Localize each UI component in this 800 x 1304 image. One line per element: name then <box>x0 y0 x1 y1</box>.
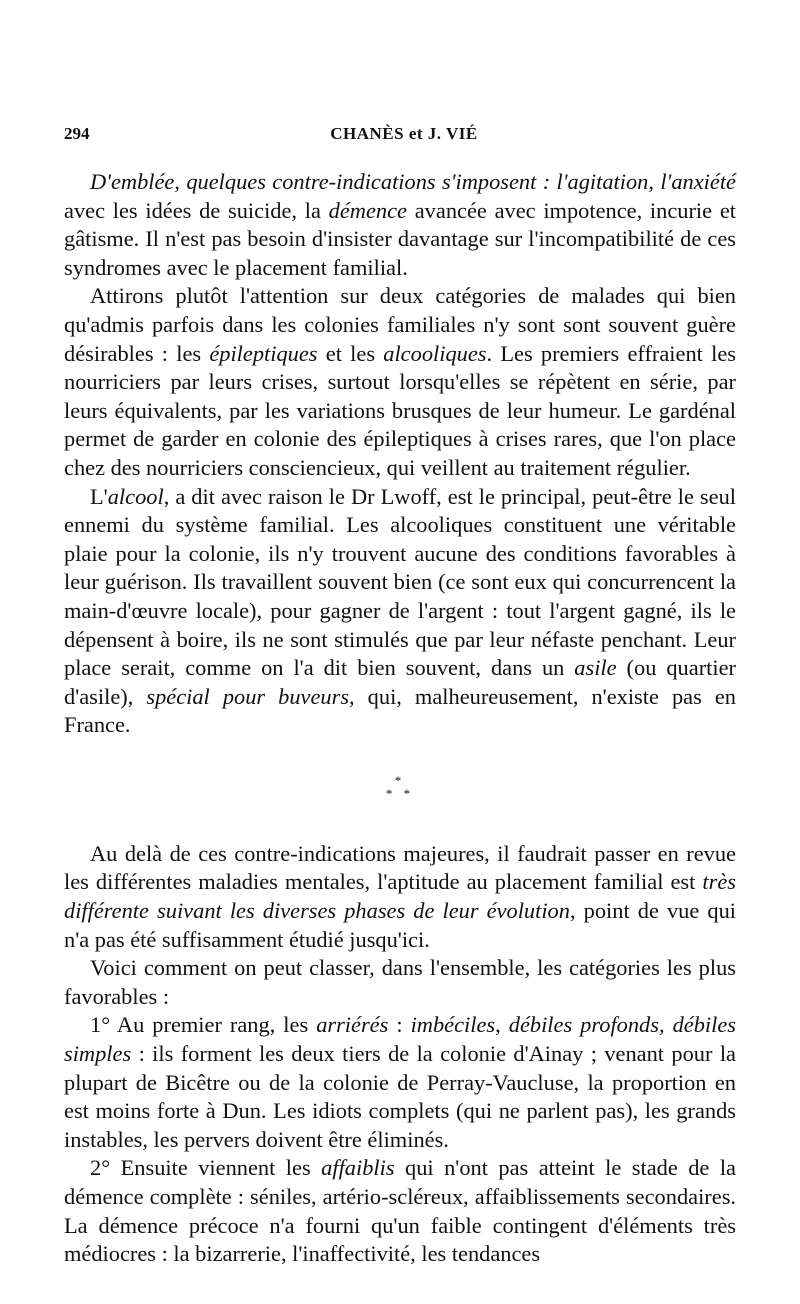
paragraph-alcool <box>64 483 736 740</box>
asterism-top: * <box>394 772 406 788</box>
text-run: : <box>388 1012 411 1038</box>
italic-text: démence <box>328 197 407 223</box>
italic-text: affaiblis <box>321 1155 395 1181</box>
paragraph-arrieres <box>64 1011 736 1154</box>
text-run: , qui, malheureusement, n'existe pas en France. <box>64 683 736 738</box>
asterism-bottom: * * <box>385 785 415 801</box>
italic-text: D'emblée, quelques contre-indications s'imposent : l'agitation, l'anxiété <box>90 169 736 194</box>
text-run: , a dit avec raison le Dr Lwoff, est le principal, peut-être le seul ennemi du système familial. Les alcooliques constituent une véritable plaie pour la colonie, ils n'y trouvent aucune des conditions favorables à leur guérison. Ils travaillent souvent bien (ce sont eux qui concurrencent la main-d'œuvre locale), pour gagner de l'argent : tout l'argent gagné, ils le dépensent à boire, ils ne sont stimulés que par leur néfaste penchant. Leur place serait, comme on l'a dit bien souvent, dans un <box>64 483 736 681</box>
paragraph-affaiblis <box>64 1154 736 1268</box>
text-run: (ou quartier d'asile), <box>64 655 736 709</box>
italic-text: alcool <box>107 483 164 509</box>
italic-text: spécial pour buveurs <box>146 683 350 709</box>
italic-text: imbéciles <box>410 1012 496 1038</box>
italic-text: très différente suivant les diverses phases de leur évolution <box>64 869 736 924</box>
text-run: , point de vue qui n'a pas été suffisamment étudié jusqu'ici. <box>64 898 736 952</box>
paragraph-classification <box>64 954 736 1011</box>
italic-text: débiles profonds, débiles simples <box>64 1012 736 1067</box>
italic-text: asile <box>574 655 617 681</box>
text-run: : ils forment les deux tiers de la colonie d'Ainay ; venant pour la plupart de Bicêtre ou de la colonie de Perray-Vaucluse, la proportion en est moins forte à Dun. Les idiots complets (qui ne parlent pas), les grands instables, les pervers doivent être éliminés. <box>64 1041 736 1152</box>
section-separator <box>64 774 736 800</box>
running-title: CHANÈS et J. VIÉ <box>330 124 478 143</box>
body-text <box>64 168 736 1269</box>
text-run: avec les idées de suicide, la <box>64 197 329 223</box>
text-run: 1° Au premier rang, les <box>90 1012 317 1038</box>
text-run: L' <box>90 483 108 509</box>
italic-text: épileptiques <box>209 340 318 366</box>
paragraph-categories <box>64 282 736 482</box>
italic-text: arriérés <box>316 1012 389 1038</box>
text-run: Au delà de ces contre-indications majeures, il faudrait passer en revue les différentes maladies mentales, l'aptitude au placement familial est <box>64 840 736 895</box>
text-run: qui n'ont pas atteint le stade de la démence complète : séniles, artério-scléreux, affaiblissements secondaires. La démence précoce n'a fourni qu'un faible contingent d'éléments très médiocres : la bizarrerie, l'inaffectivité, les tendances <box>64 1155 736 1267</box>
text-run: . Les premiers effraient les nourriciers par leurs crises, surtout lorsqu'elles se répètent en série, par leurs équivalents, par les variations brusques de leur humeur. Le gardénal permet de garder en colonie des épileptiques à crises rares, que l'on place chez des nourriciers consciencieux, qui veillent au traitement régulier. <box>64 340 736 480</box>
text-run: Voici comment on peut classer, dans l'ensemble, les catégories les plus favorables : <box>64 955 736 1009</box>
text-run: avancée avec impotence, incurie et gâtisme. Il n'est pas besoin d'insister davantage sur l'incompatibilité de ces syndromes avec le placement familial. <box>64 197 736 280</box>
italic-text: alcooliques <box>383 340 487 366</box>
text-run: , <box>495 1012 509 1038</box>
page-number: 294 <box>64 124 90 143</box>
text-run: Attirons plutôt l'attention sur deux catégories de malades qui bien qu'admis parfois dans les colonies familiales n'y sont sont souvent guère désirables : les <box>64 283 736 366</box>
paragraph-aptitude <box>64 840 736 954</box>
text-run: 2° Ensuite viennent les <box>90 1155 322 1181</box>
text-run: et les <box>317 340 384 366</box>
paragraph-contre-indications <box>64 168 736 282</box>
